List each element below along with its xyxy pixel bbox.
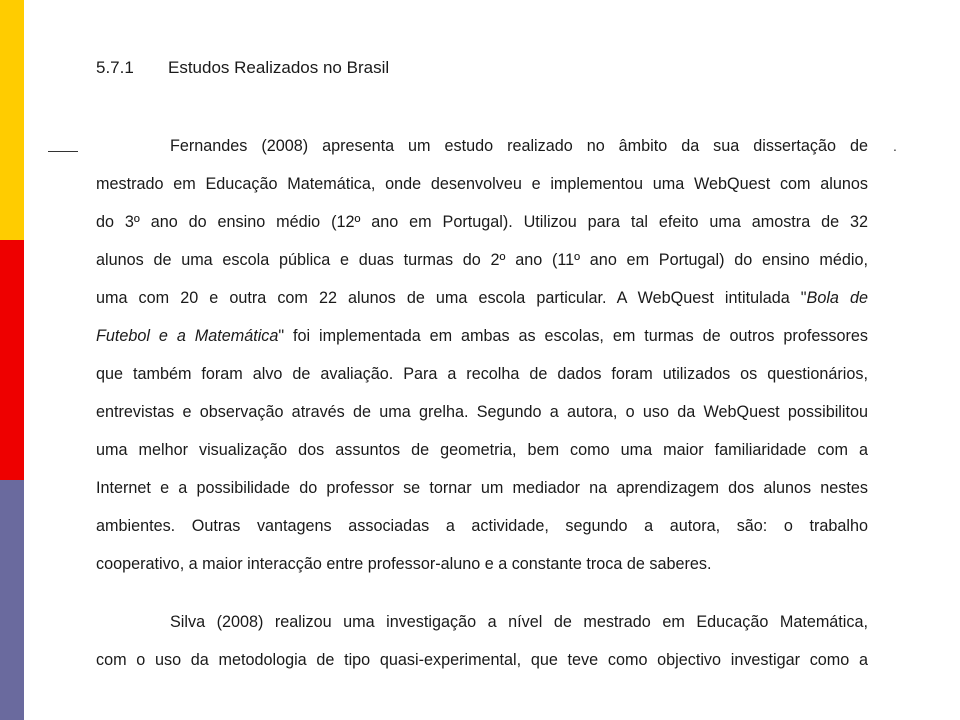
section-number: 5.7.1 <box>96 58 134 77</box>
sidebar-red-band <box>0 240 24 480</box>
paragraph-line: uma melhor visualização dos assuntos de geometria, bem como uma maior familiaridade com a <box>96 441 868 459</box>
paragraph-line: entrevistas e observação através de uma grelha. Segundo a autora, o uso da WebQuest possibilitou <box>96 403 868 421</box>
paragraph-line: Silva (2008) realizou uma investigação a nível de mestrado em Educação Matemática, <box>170 613 868 631</box>
line-text: " foi implementada em ambas as escolas, em turmas de outros professores <box>278 327 868 345</box>
paragraph-line: que também foram alvo de avaliação. Para a recolha de dados foram utilizados os questionários, <box>96 365 868 383</box>
paragraph-line <box>96 324 868 348</box>
paragraph-line: ambientes. Outras vantagens associadas a actividade, segundo a autora, são: o trabalho <box>96 517 868 535</box>
paragraph-line: alunos de uma escola pública e duas turmas do 2º ano (11º ano em Portugal) do ensino médio, <box>96 251 868 269</box>
section-title: Estudos Realizados no Brasil <box>168 58 390 77</box>
paragraph-line: Fernandes (2008) apresenta um estudo realizado no âmbito da sua dissertação de <box>170 137 868 155</box>
paragraph-line: cooperativo, a maior interacção entre professor-aluno e a constante troca de saberes. <box>96 555 712 573</box>
margin-rule <box>48 151 78 152</box>
italic-title-text: Bola de <box>806 289 868 307</box>
paragraph-line: com o uso da metodologia de tipo quasi-experimental, que teve como objectivo investigar como a <box>96 651 868 669</box>
sidebar-blue-band <box>0 480 24 720</box>
line-text: uma com 20 e outra com 22 alunos de uma escola particular. A WebQuest intitulada " <box>96 289 807 307</box>
paragraph-line <box>96 286 868 310</box>
paragraph-line: do 3º ano do ensino médio (12º ano em Portugal). Utilizou para tal efeito uma amostra de 32 <box>96 213 868 231</box>
paragraph-line: Internet e a possibilidade do professor se tornar um mediador na aprendizagem dos alunos nestes <box>96 479 868 497</box>
paragraph-line: mestrado em Educação Matemática, onde desenvolveu e implementou uma WebQuest com alunos <box>96 175 868 193</box>
section-heading <box>96 56 389 80</box>
italic-title-text: Futebol e a Matemática <box>96 327 279 345</box>
sidebar-yellow-band <box>0 0 24 240</box>
margin-dot: . <box>893 138 897 154</box>
